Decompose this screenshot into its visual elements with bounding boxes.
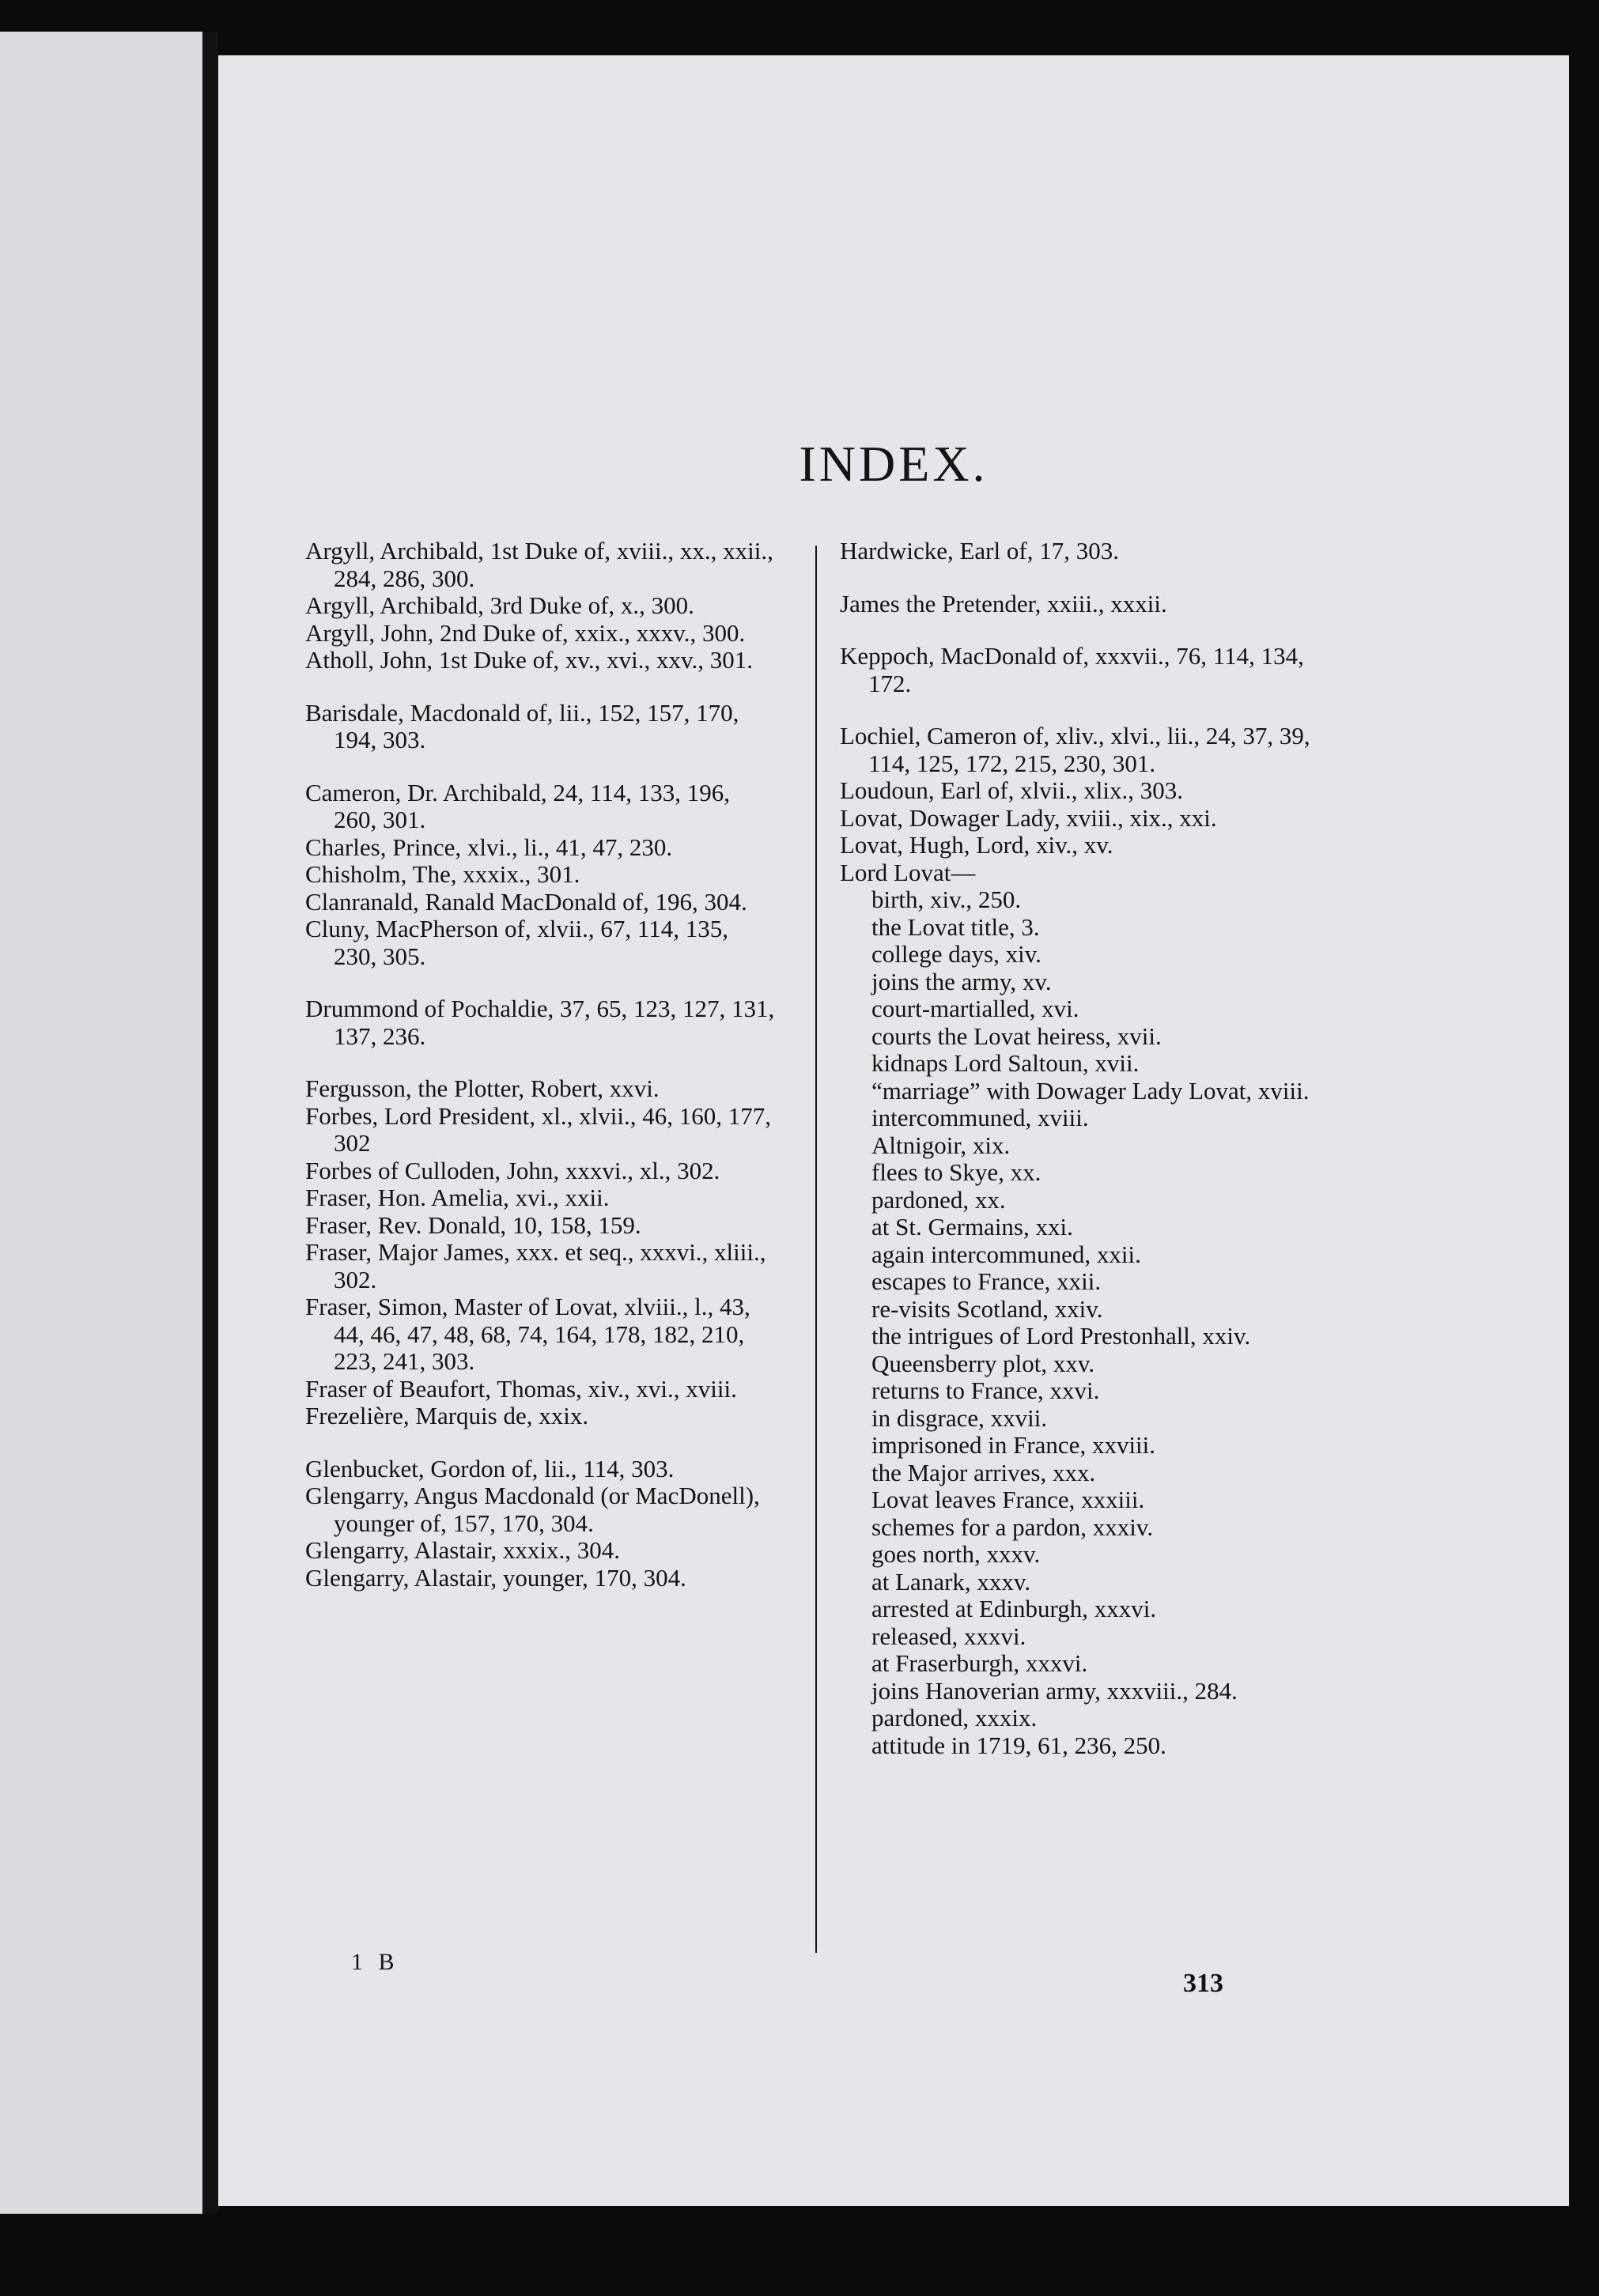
index-entry: Glengarry, Alastair, younger, 170, 304.	[305, 1563, 686, 1592]
page-title: INDEX.	[799, 436, 989, 492]
index-entry: Chisholm, The, xxxix., 301.	[305, 860, 580, 888]
lord-lovat-subentries	[840, 886, 1314, 1759]
index-subentry: flees to Skye, xx.	[871, 1158, 1041, 1186]
index-entry: Fraser, Rev. Donald, 10, 158, 159.	[305, 1210, 641, 1239]
index-subentry: Altnigoir, xix.	[871, 1131, 1011, 1159]
index-entry: Argyll, Archibald, 3rd Duke of, x., 300.	[305, 591, 694, 619]
index-entry: Lochiel, Cameron of, xliv., xlvi., lii., 24, 37, 39, 114, 125, 172, 215, 230, 301.	[840, 722, 1310, 777]
index-entry: Loudoun, Earl of, xlvii., xlix., 303.	[840, 776, 1183, 804]
index-subentry: escapes to France, xxii.	[871, 1267, 1102, 1295]
index-entry: Fraser, Simon, Master of Lovat, xlviii., l., 43, 44, 46, 47, 48, 68, 74, 164, 178, 182, 210, 223, 241, 303.	[305, 1293, 750, 1375]
index-entry: Cameron, Dr. Archibald, 24, 114, 133, 196, 260, 301.	[305, 778, 730, 833]
index-entry: Frezelière, Marquis de, xxix.	[305, 1402, 589, 1429]
index-column-right	[840, 538, 1314, 1759]
index-subentry: pardoned, xx.	[871, 1185, 1006, 1214]
index-entry: Clanranald, Ranald MacDonald of, 196, 304.	[305, 887, 747, 916]
index-subentry: at St. Germains, xxi.	[871, 1213, 1073, 1241]
index-entry: Glengarry, Angus Macdonald (or MacDonell), younger of, 157, 170, 304.	[305, 1482, 760, 1537]
index-subentry: re-visits Scotland, xxiv.	[871, 1294, 1103, 1323]
index-subentry: the intrigues of Lord Prestonhall, xxiv.	[871, 1322, 1251, 1350]
index-subentry: courts the Lovat heiress, xvii.	[871, 1021, 1162, 1050]
index-entry: Fergusson, the Plotter, Robert, xxvi.	[305, 1074, 660, 1102]
index-subentry: court-martialled, xvi.	[871, 995, 1079, 1022]
index-entry: Glengarry, Alastair, xxxix., 304.	[305, 1536, 620, 1564]
index-entry-heading: Lord Lovat—	[840, 858, 976, 886]
book-gutter	[202, 32, 218, 2214]
index-entry: Fraser, Major James, xxx. et seq., xxxvi., xliii., 302.	[305, 1238, 766, 1293]
index-subentry: again intercommuned, xxii.	[871, 1240, 1141, 1268]
index-entry: Forbes, Lord President, xl., xlvii., 46, 160, 177, 302	[305, 1101, 771, 1157]
index-subentry: at Fraserburgh, xxxvi.	[871, 1649, 1088, 1677]
index-subentry: the Major arrives, xxx.	[871, 1458, 1096, 1486]
index-entry: Lovat, Hugh, Lord, xiv., xv.	[840, 831, 1113, 859]
index-subentry: kidnaps Lord Saltoun, xvii.	[871, 1049, 1140, 1077]
index-subentry: “marriage” with Dowager Lady Lovat, xviii.	[871, 1076, 1310, 1105]
index-subentry: at Lanark, xxxv.	[871, 1567, 1031, 1595]
index-entry: Atholl, John, 1st Duke of, xv., xvi., xxv., 301.	[305, 646, 754, 674]
index-entry: Charles, Prince, xlvi., li., 41, 47, 230.	[305, 833, 673, 861]
facing-page	[0, 32, 202, 2214]
index-entry: James the Pretender, xxiii., xxxii.	[840, 589, 1167, 617]
index-subentry: goes north, xxxv.	[871, 1540, 1041, 1568]
index-entry: Glenbucket, Gordon of, lii., 114, 303.	[305, 1454, 675, 1482]
index-entry: Fraser of Beaufort, Thomas, xiv., xvi., xviii.	[305, 1374, 737, 1403]
index-subentry: returns to France, xxvi.	[871, 1376, 1100, 1404]
index-subentry: imprisoned in France, xxviii.	[871, 1431, 1156, 1459]
index-entry: Forbes of Culloden, John, xxxvi., xl., 302.	[305, 1156, 720, 1184]
index-subentry: joins the army, xv.	[871, 967, 1052, 995]
index-entry: Drummond of Pochaldie, 37, 65, 123, 127, 131, 137, 236.	[305, 995, 775, 1050]
index-subentry: the Lovat title, 3.	[871, 912, 1040, 941]
index-subentry: in disgrace, xxvii.	[871, 1403, 1048, 1432]
index-entry: Argyll, John, 2nd Duke of, xxix., xxxv., 300.	[305, 618, 746, 647]
page-number: 313	[1183, 1969, 1223, 1998]
printer-signature: 1 B	[351, 1949, 399, 1975]
index-subentry: schemes for a pardon, xxxiv.	[871, 1512, 1154, 1541]
index-subentry: intercommuned, xviii.	[871, 1104, 1089, 1131]
index-entry: Argyll, Archibald, 1st Duke of, xviii., xx., xxii., 284, 286, 300.	[305, 537, 773, 592]
index-subentry: joins Hanoverian army, xxxviii., 284.	[871, 1676, 1238, 1705]
index-subentry: birth, xiv., 250.	[871, 886, 1022, 913]
index-entry: Lovat, Dowager Lady, xviii., xix., xxi.	[840, 803, 1217, 832]
index-entry: Barisdale, Macdonald of, lii., 152, 157, 170, 194, 303.	[305, 698, 739, 753]
index-subentry: released, xxxvi.	[871, 1622, 1026, 1650]
index-page	[218, 55, 1569, 2206]
index-subentry: Queensberry plot, xxv.	[871, 1349, 1095, 1377]
index-subentry: attitude in 1719, 61, 236, 250.	[871, 1731, 1166, 1759]
index-entry: Keppoch, MacDonald of, xxxvii., 76, 114, 134, 172.	[840, 642, 1304, 697]
index-subentry: college days, xiv.	[871, 940, 1041, 968]
column-divider	[815, 546, 817, 1953]
index-column-left	[305, 538, 775, 1592]
index-entry: Cluny, MacPherson of, xlvii., 67, 114, 135, 230, 305.	[305, 915, 729, 970]
index-entry: Hardwicke, Earl of, 17, 303.	[840, 537, 1119, 565]
index-subentry: arrested at Edinburgh, xxxvi.	[871, 1595, 1157, 1622]
index-subentry: pardoned, xxxix.	[871, 1704, 1038, 1731]
index-entry: Fraser, Hon. Amelia, xvi., xxii.	[305, 1184, 610, 1211]
index-subentry: Lovat leaves France, xxxiii.	[871, 1486, 1145, 1513]
